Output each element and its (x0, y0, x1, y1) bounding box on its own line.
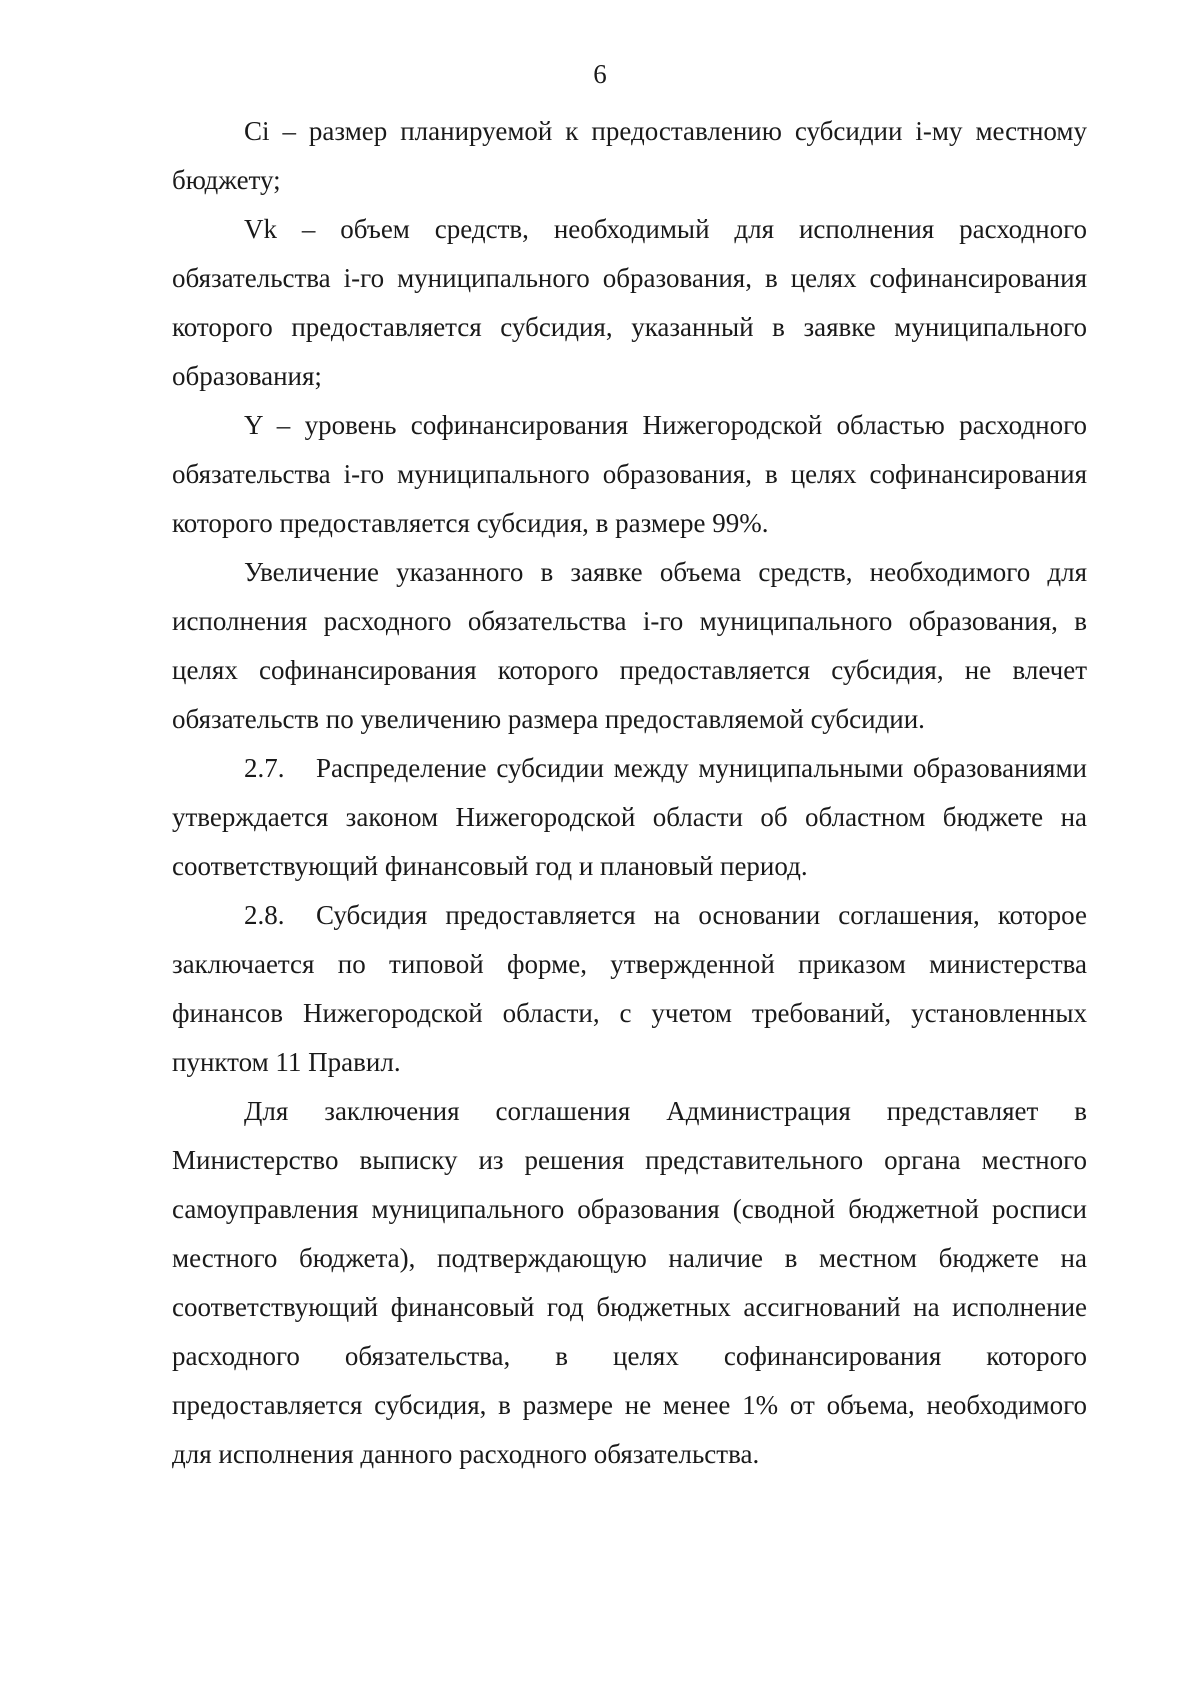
paragraph-text: Ci – размер планируемой к предоставлению субсидии i-му местному бюджету; (172, 116, 1087, 195)
paragraph-volume-increase (172, 548, 1087, 744)
paragraph-2-8 (172, 891, 1087, 1087)
paragraph-ci-definition (172, 107, 1087, 205)
paragraph-vk-definition (172, 205, 1087, 401)
paragraph-agreement-documents (172, 1087, 1087, 1479)
paragraph-text: Субсидия предоставляется на основании соглашения, которое заключается по типовой форме, утвержденной приказом министерства финансов Нижегородской области, с учетом требований, установленных пунктом 11 Правил. (172, 900, 1087, 1077)
paragraph-2-7 (172, 744, 1087, 891)
paragraph-text: Y – уровень софинансирования Нижегородской областью расходного обязательства i-го муниципального образования, в целях софинансирования которого предоставляется субсидия, в размере 99%. (172, 410, 1087, 538)
paragraph-text: Увеличение указанного в заявке объема средств, необходимого для исполнения расходного обязательства i-го муниципального образования, в целях софинансирования которого предоставляется субсидия, не влечет обязательств по увеличению размера предоставляемой субсидии. (172, 557, 1087, 734)
paragraph-text: Распределение субсидии между муниципальными образованиями утверждается законом Нижегородской области об областном бюджете на соответствующий финансовый год и плановый период. (172, 753, 1087, 881)
paragraph-y-definition (172, 401, 1087, 548)
paragraph-text: Для заключения соглашения Администрация представляет в Министерство выписку из решения представительного органа местного самоуправления муниципального образования (сводной бюджетной росписи местного бюджета), подтверждающую наличие в местном бюджете на соответствующий финансовый год бюджетных ассигнований на исполнение расходного обязательства, в целях софинансирования которого предоставляется субсидия, в размере не менее 1% от объема, необходимого для исполнения данного расходного обязательства. (172, 1096, 1087, 1469)
paragraph-number: 2.8. (244, 900, 285, 930)
paragraph-text: Vk – объем средств, необходимый для исполнения расходного обязательства i-го муниципального образования, в целях софинансирования которого предоставляется субсидия, указанный в заявке муниципального образования; (172, 214, 1087, 391)
document-body (172, 107, 1087, 1479)
paragraph-number: 2.7. (244, 753, 285, 783)
page-number: 6 (593, 59, 607, 89)
